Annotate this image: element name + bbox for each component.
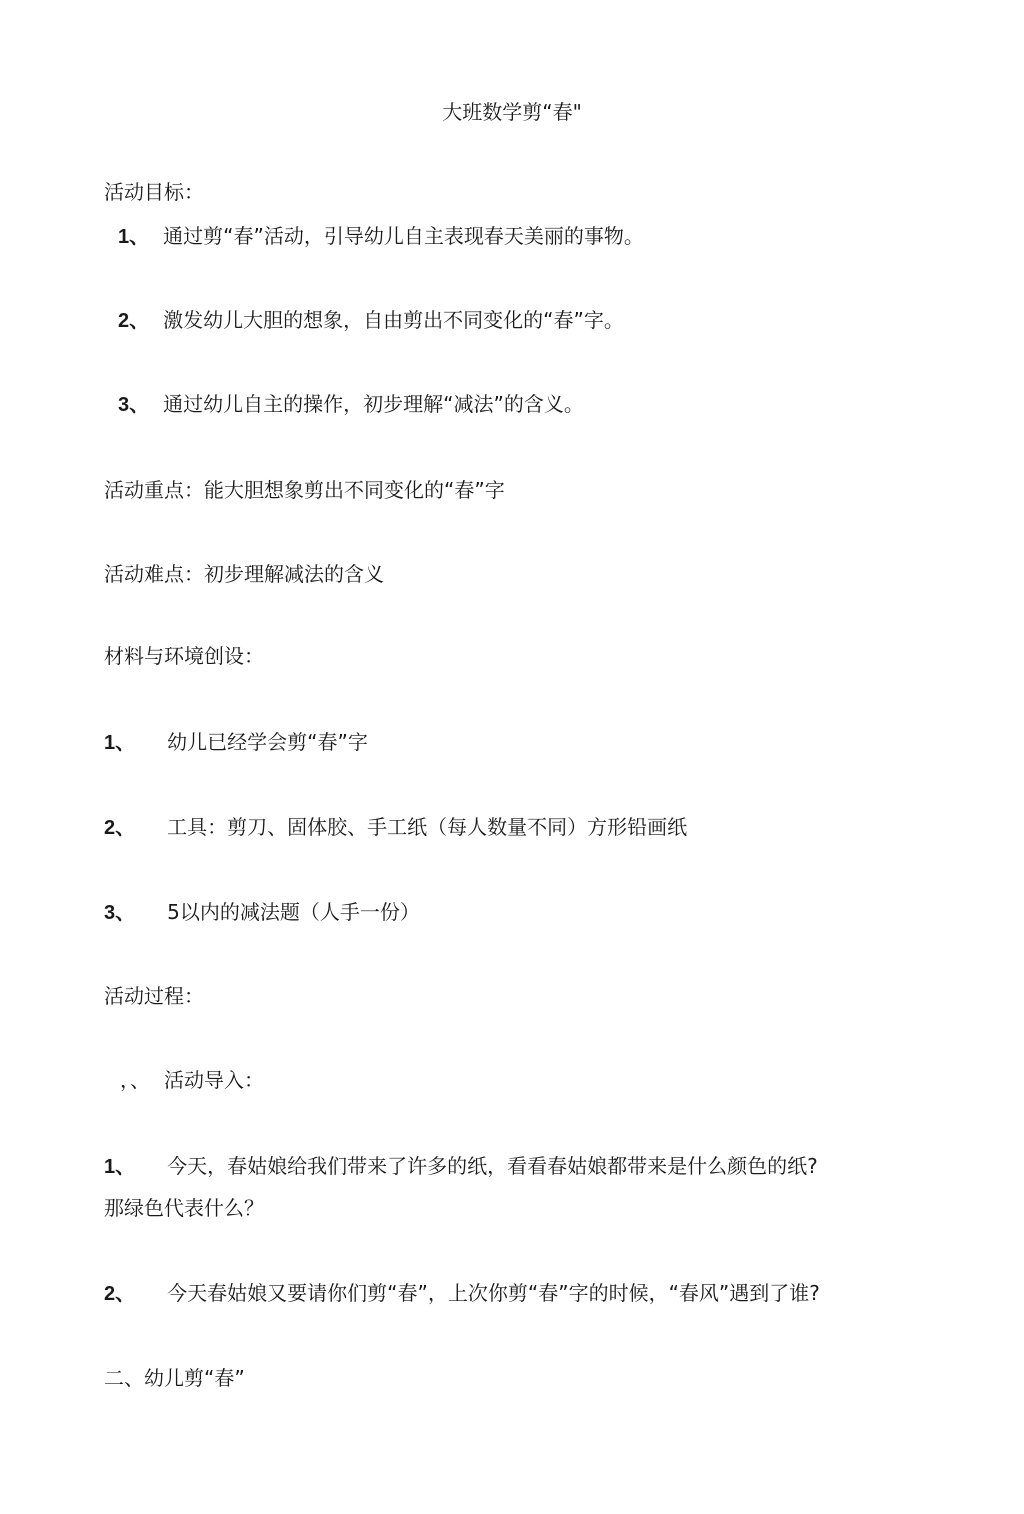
- material-item-3: [104, 900, 420, 924]
- goal-text: 通过剪“春”活动，引导幼儿自主表现春天美丽的事物。: [163, 224, 644, 248]
- process-heading: 活动过程：: [104, 984, 204, 1008]
- material-text: 幼儿已经学会剪“春”字: [167, 730, 368, 754]
- section-title: 活动导入：: [164, 1068, 264, 1092]
- intro-item-2: [104, 1281, 820, 1305]
- goal-number: 1、: [118, 226, 150, 248]
- goal-number: 3、: [118, 394, 150, 416]
- difficulty: 活动难点：初步理解减法的含义: [104, 562, 384, 586]
- intro-text: 今天，春姑娘给我们带来了许多的纸，看看春姑娘都带来是什么颜色的纸?: [167, 1154, 818, 1178]
- goal-item-2: [118, 308, 624, 332]
- document-title: 大班数学剪“春": [442, 100, 582, 124]
- material-item-2: [104, 815, 687, 839]
- goals-heading: 活动目标：: [104, 180, 204, 204]
- intro-item-1-continuation: 那绿色代表什么？: [104, 1196, 264, 1220]
- material-number: 2、: [104, 817, 136, 839]
- goal-text: 通过幼儿自主的操作，初步理解“减法”的含义。: [163, 392, 584, 416]
- material-item-1: [104, 730, 368, 754]
- goal-text: 激发幼儿大胆的想象，自由剪出不同变化的“春”字。: [163, 308, 624, 332]
- material-text: 5以内的减法题（人手一份）: [167, 900, 420, 924]
- material-number: 1、: [104, 732, 136, 754]
- intro-text: 今天春姑娘又要请你们剪“春”，上次你剪“春”字的时候，“春风”遇到了谁?: [167, 1281, 820, 1305]
- materials-heading: 材料与环境创设：: [104, 644, 264, 668]
- goal-item-1: [118, 224, 644, 248]
- intro-number: 2、: [104, 1283, 136, 1305]
- material-number: 3、: [104, 902, 136, 924]
- section1-heading: [120, 1068, 264, 1092]
- intro-item-1: [104, 1154, 818, 1178]
- section-marker: ，、: [120, 1068, 150, 1092]
- key-point: 活动重点：能大胆想象剪出不同变化的“春”字: [104, 478, 505, 502]
- material-text: 工具：剪刀、固体胶、手工纸（每人数量不同）方形铅画纸: [167, 815, 688, 839]
- section2-heading: 二、幼儿剪“春”: [104, 1366, 245, 1390]
- intro-number: 1、: [104, 1156, 136, 1178]
- goal-item-3: [118, 392, 584, 416]
- goal-number: 2、: [118, 310, 150, 332]
